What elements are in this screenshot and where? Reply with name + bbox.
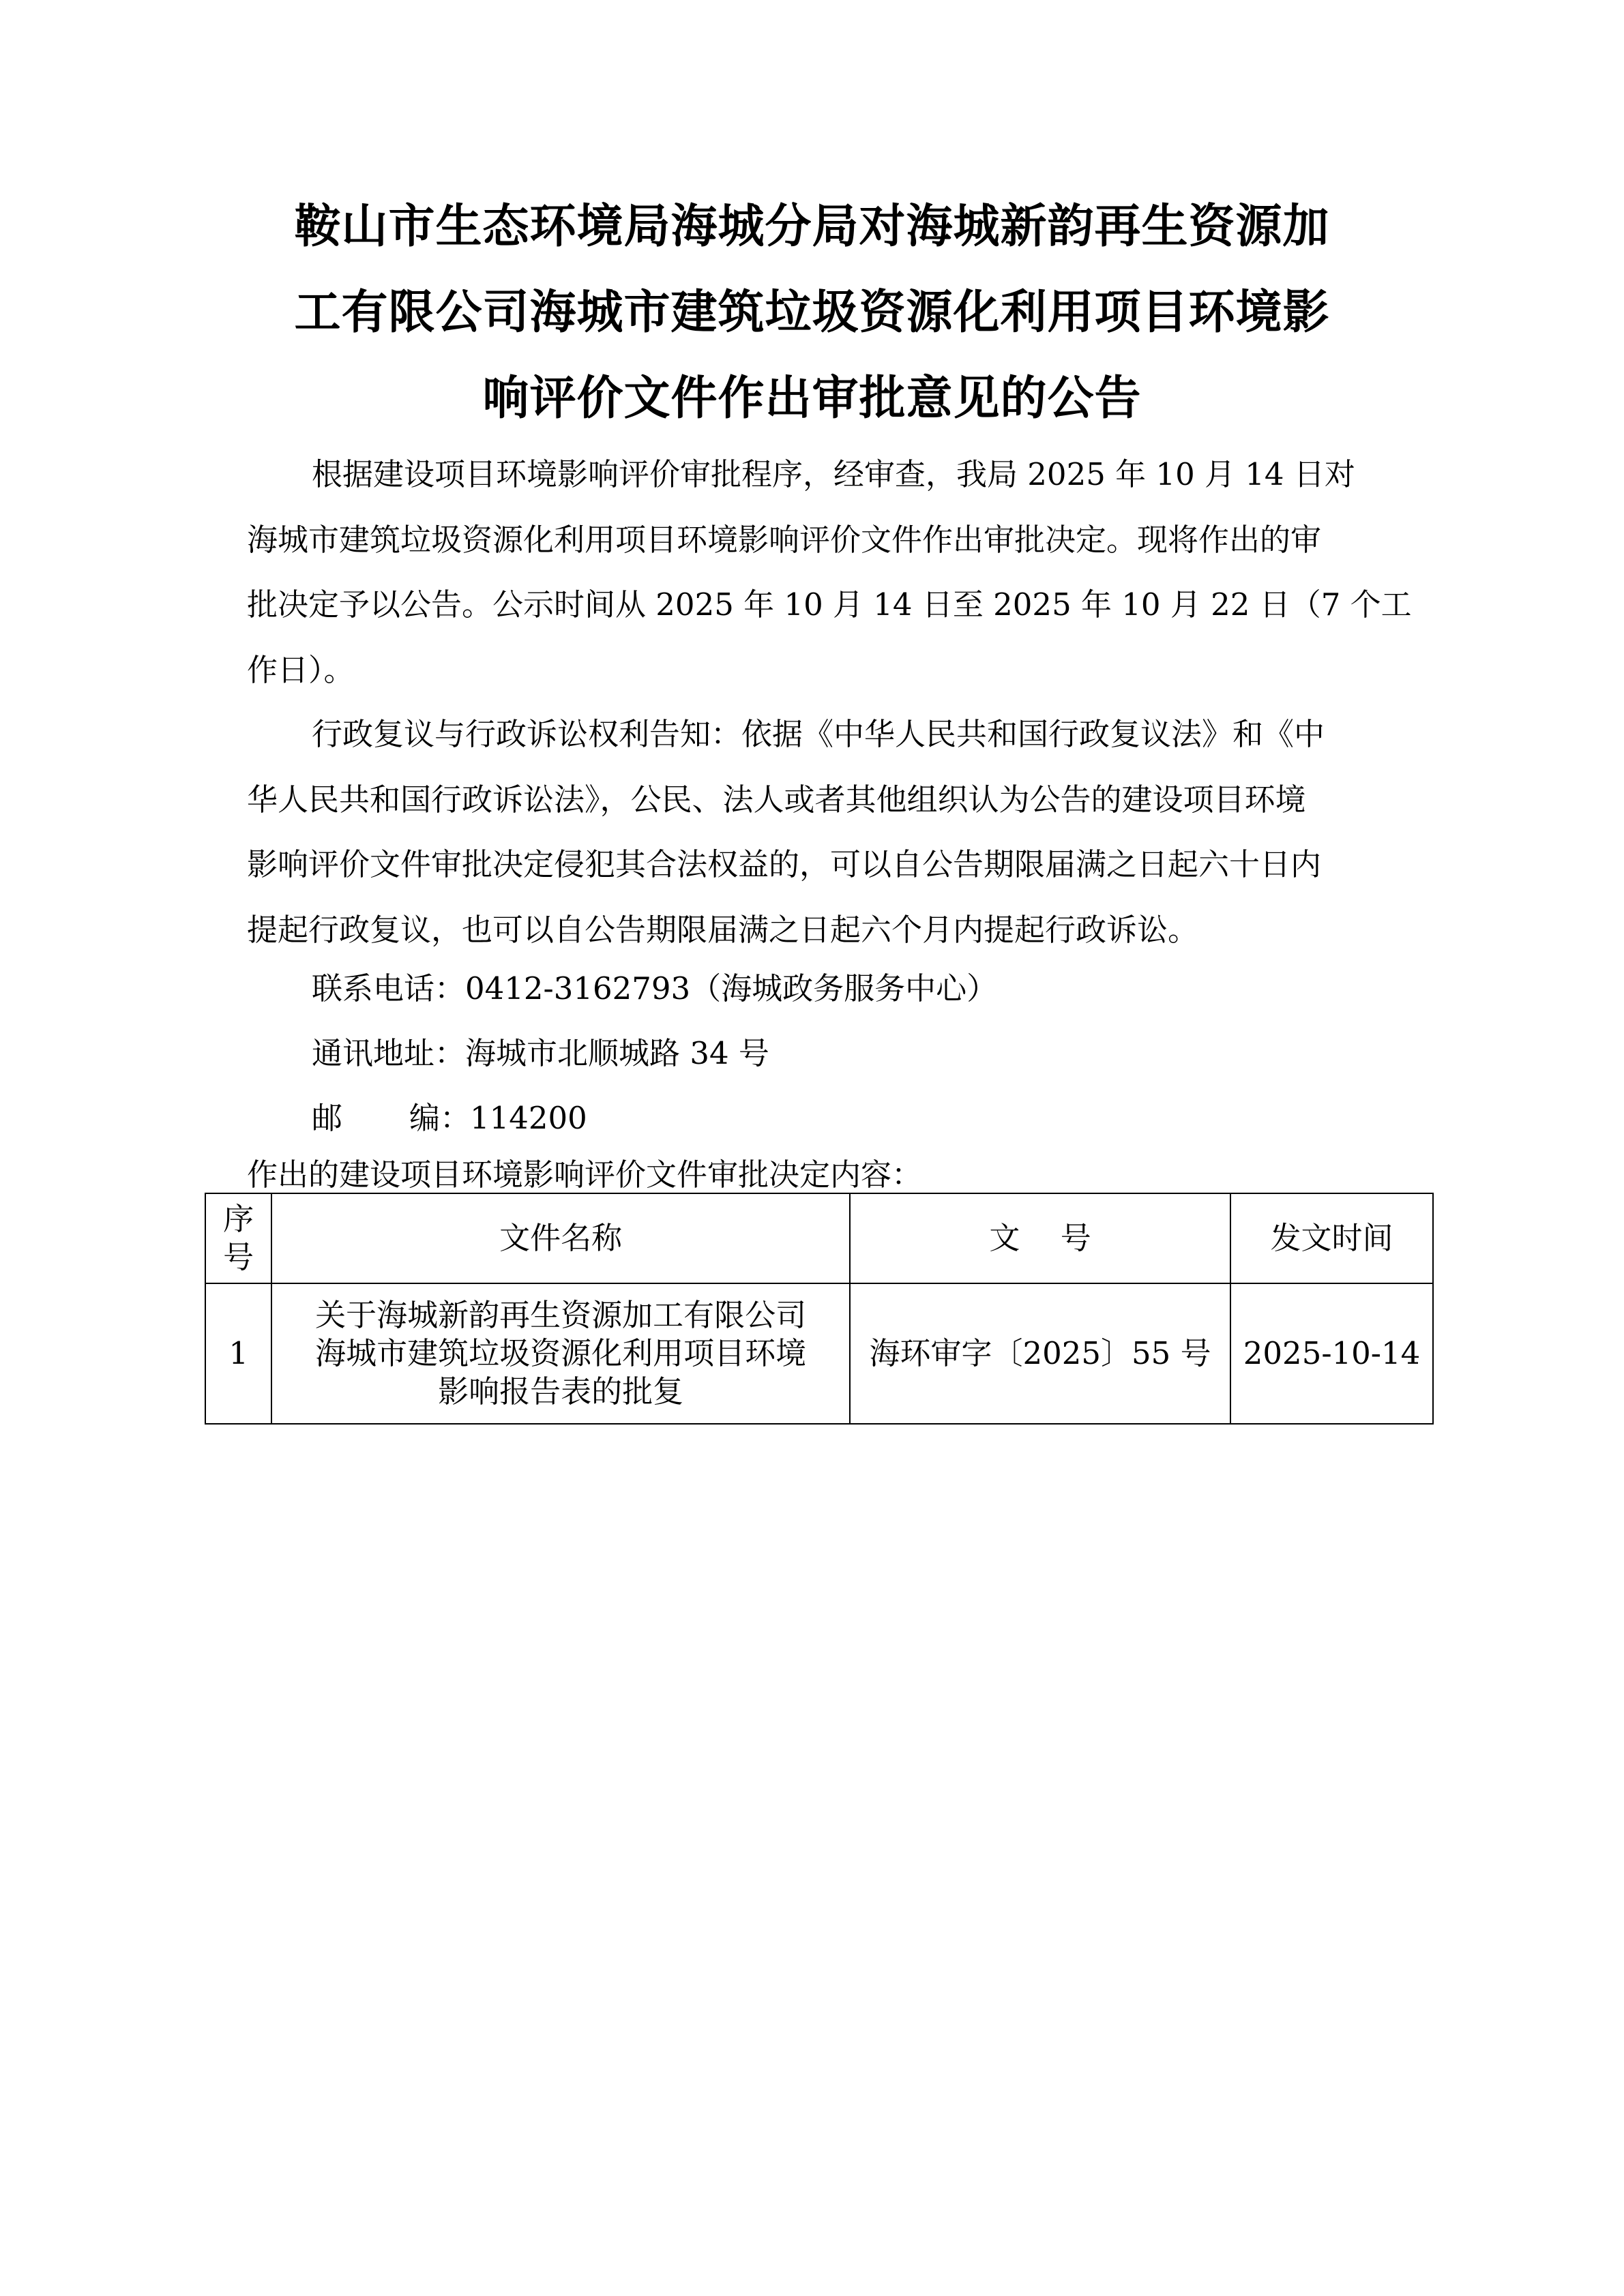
contact-address [312,1028,769,1073]
cell-issue-date: 2025-10-14 [1230,1283,1433,1424]
title-line-3: 响评价文件作出审批意见的公告 [482,372,1142,426]
postcode-label-char-2: 编： [409,1100,471,1136]
announcement-title [246,184,1378,442]
rights-notice-paragraph [247,702,1393,962]
document-name-line-1: 关于海城新韵再生资源加工有限公司 [315,1297,807,1333]
title-line-2: 工有限公司海城市建筑垃圾资源化利用项目环境影 [294,286,1330,340]
postcode-label [312,1093,470,1137]
cell-document-number: 海环审字〔2025〕55 号 [850,1283,1230,1424]
approval-paragraph [247,442,1412,702]
address-label: 通讯地址： [312,1035,466,1071]
document-name-line-2: 海城市建筑垃圾资源化利用项目环境 [315,1335,807,1371]
paragraph1-line-1: 根据建设项目环境影响评价审批程序，经审查，我局 2025 年 10 月 14 日对 [312,456,1355,492]
document-name-line-3: 影响报告表的批复 [438,1373,684,1410]
header-document-name: 文件名称 [271,1193,850,1283]
header-serial-line-2: 号 [223,1239,254,1275]
cell-document-name [271,1283,850,1424]
decision-table [205,1193,1434,1425]
paragraph2-line-4: 提起行政复议，也可以自公告期限届满之日起六个月内提起行政诉讼。 [247,911,1199,948]
postcode-value: 114200 [470,1100,587,1136]
paragraph2-line-3: 影响评价文件审批决定侵犯其合法权益的，可以自公告期限届满之日起六十日内 [247,846,1322,882]
phone-value: 0412-3162793（海城政务服务中心） [465,970,998,1007]
header-issue-date: 发文时间 [1230,1193,1433,1283]
contact-postcode [312,1093,587,1137]
paragraph1-line-4: 作日）。 [247,651,355,688]
header-serial-line-1: 序 [223,1201,254,1237]
paragraph1-line-2: 海城市建筑垃圾资源化利用项目环境影响评价文件作出审批决定。现将作出的审 [247,521,1322,558]
address-value: 海城市北顺城路 34 号 [465,1035,769,1071]
header-serial-number [205,1193,271,1283]
phone-label: 联系电话： [312,970,466,1007]
table-caption: 作出的建设项目环境影响评价文件审批决定内容： [247,1157,923,1193]
table-header-row [205,1193,1433,1283]
paragraph1-line-3: 批决定予以公告。公示时间从 2025 年 10 月 14 日至 2025 年 10 月 22 日（7 个工 [247,586,1412,623]
title-line-1: 鞍山市生态环境局海城分局对海城新韵再生资源加 [294,200,1330,254]
cell-serial-number: 1 [205,1283,271,1424]
postcode-label-char-1: 邮 [312,1100,343,1136]
table-row [205,1283,1433,1424]
contact-phone [312,964,997,1008]
paragraph2-line-1: 行政复议与行政诉讼权利告知：依据《中华人民共和国行政复议法》和《中 [312,716,1325,752]
paragraph2-line-2: 华人民共和国行政诉讼法》，公民、法人或者其他组织认为公告的建设项目环境 [247,781,1306,818]
header-document-number: 文 号 [850,1193,1230,1283]
